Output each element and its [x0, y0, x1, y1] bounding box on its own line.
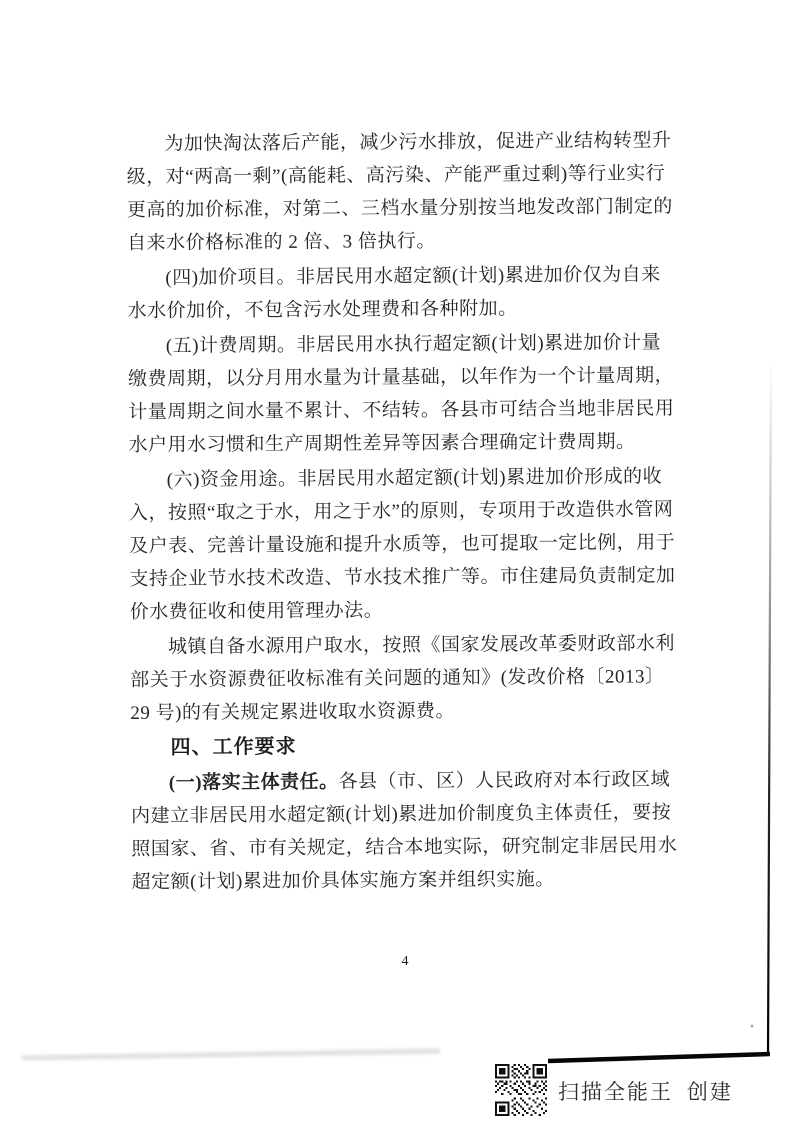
- paragraph-rest: 各县（市、区）人民政府对本行政区域 内建立非居民用水超定额(计划)累进加价制度负主体责任，要按 照国家、省、市有关规定，结合本地实际，研究制定非居民用水 超定额(计划)累进加价具体实施方案并组织实施。: [131, 769, 678, 893]
- paragraph-item-1-responsibility: [131, 763, 680, 899]
- paragraph-item-6-fund-usage: (六)资金用途。非居民用水超定额(计划)累进加价形成的收 入，按照“取之于水，用之于水”的原则，专项用于改造供水管网 及户表、完善计量设施和提升水质等，也可提取一定比例，用于 支持企业节水技术改造、节水技术推广等。市住建局负责制定加 价水费征收和使用管理办法。: [128, 466, 676, 623]
- paragraph-intro: 为加快淘汰落后产能，减少污水排放，促进产业结构转型升 级，对“两高一剩”(高能耗、高污染、产能严重过剩)等行业实行 更高的加价标准，对第二、三档水量分别按当地发改部门制定的 自来水价格标准的 2 倍、3 倍执行。: [126, 130, 673, 255]
- section-heading-work-requirements: 四、工作要求: [170, 735, 297, 759]
- document-body: [126, 124, 679, 899]
- page-number: 4: [401, 954, 409, 969]
- paragraph-lead: (一)落实主体责任。: [168, 771, 339, 794]
- scanner-app-label: 扫描全能王 创建: [558, 1081, 733, 1104]
- paragraph-item-4-pricing-items: (四)加价项目。非居民用水超定额(计划)累进加价仅为自来 水水价加价，不包含污水处理费和各种附加。: [127, 264, 661, 323]
- qr-code: [495, 1064, 547, 1116]
- paragraph-water-resource-fee: 城镇自备水源用户取水，按照《国家发展改革委财政部水利 部关于水资源费征收标准有关问题的通知》(发改价格〔2013〕 29 号)的有关规定累进收取水资源费。: [130, 633, 676, 724]
- paragraph-item-5-billing-period: (五)计费周期。非居民用水执行超定额(计划)累进加价计量 缴费周期，以分月用水量为计量基础，以年作为一个计量周期， 计量周期之间水量不累计、不结转。各县市可结合当地非居民用 水户用水习惯和生产周期性差异等因素合理确定计费周期。: [127, 332, 675, 457]
